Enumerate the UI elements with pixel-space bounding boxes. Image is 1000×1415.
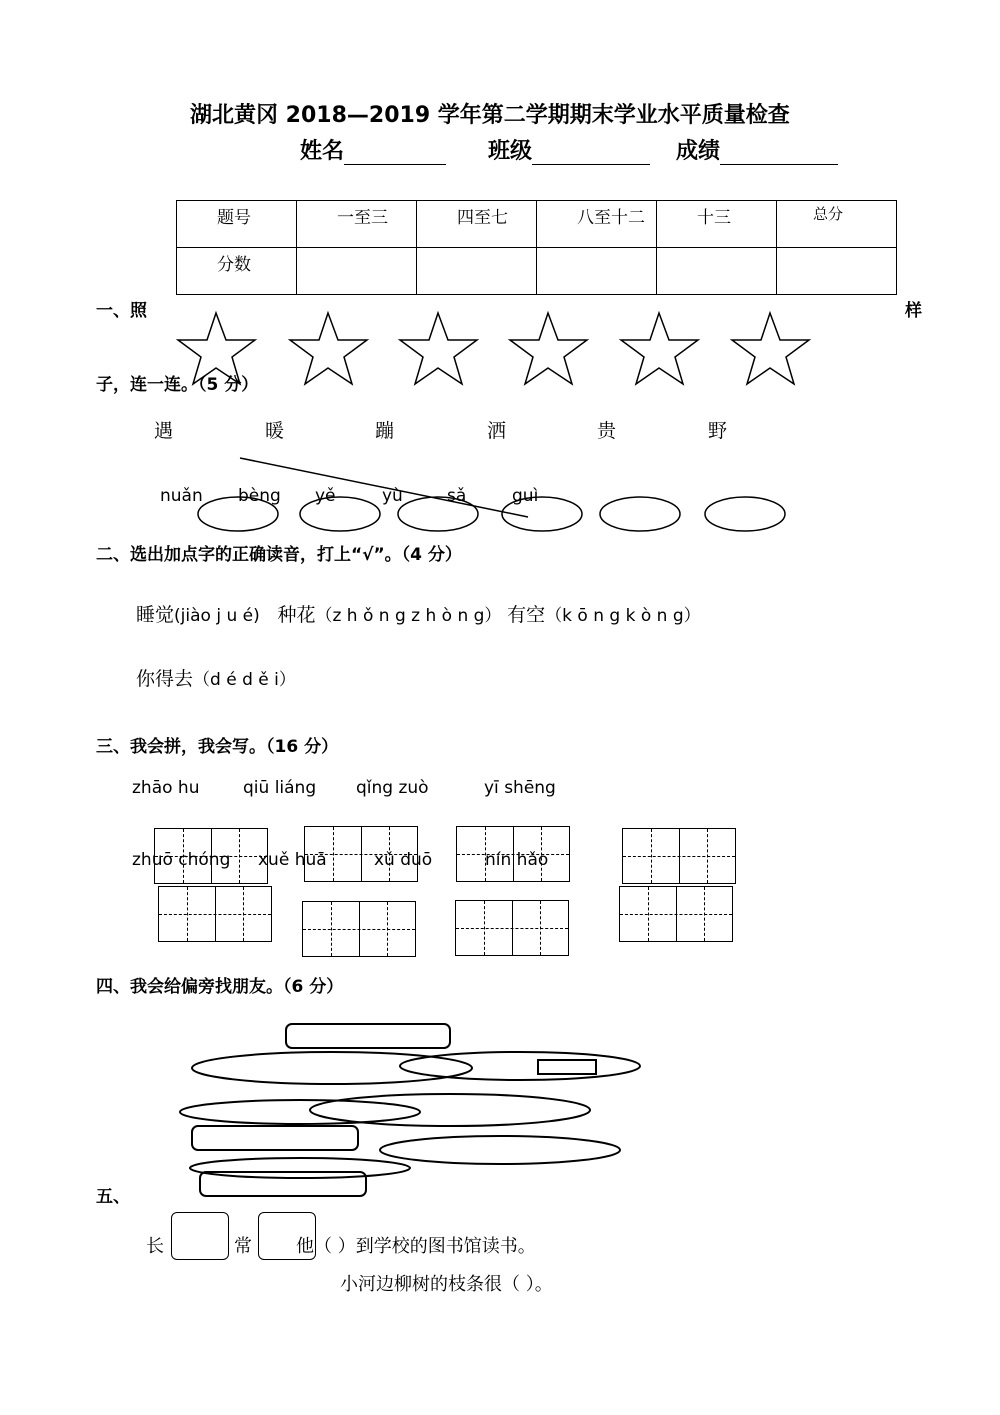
- q2-options[interactable]: （z h ǒ n g z h ò n g）: [315, 606, 502, 626]
- radical-box: [192, 1126, 358, 1150]
- table-cell: 题号: [177, 201, 297, 248]
- q2-heading: 二、选出加点字的正确读音，打上“√”。（4 分）: [96, 545, 462, 565]
- q2-options[interactable]: （d é d ě i）: [193, 670, 296, 690]
- q5-sentence: 小河边柳树的枝条很（ ）。: [340, 1274, 553, 1295]
- q3-pinyin: zhuō chóng: [132, 850, 231, 870]
- q1-heading-prefix: 一、照: [96, 301, 147, 321]
- star-icon: [732, 313, 809, 384]
- q5-char: 长: [146, 1236, 164, 1257]
- score-label: 成绩: [676, 139, 721, 164]
- table-cell: 一至三: [297, 201, 417, 248]
- q1-char: 暖: [265, 420, 285, 442]
- q1-char: 贵: [597, 420, 617, 442]
- q3-pinyin: qǐng zuò: [356, 778, 429, 798]
- class-label: 班级: [488, 139, 533, 164]
- q1-char: 蹦: [375, 420, 395, 442]
- q3-pinyin: yī shēng: [484, 778, 556, 798]
- q2-word: 睡觉: [136, 604, 175, 626]
- radical-box: [286, 1024, 450, 1048]
- radical-box: [538, 1060, 596, 1074]
- writing-grid[interactable]: [622, 828, 736, 884]
- q3-heading: 三、我会拼，我会写。（16 分）: [96, 737, 339, 757]
- writing-grid[interactable]: [158, 886, 272, 942]
- answer-oval: [380, 1136, 620, 1164]
- q1-pinyin: yě: [315, 486, 336, 506]
- table-cell: 总分: [777, 201, 897, 248]
- answer-oval: [705, 497, 785, 531]
- answer-oval: [600, 497, 680, 531]
- q1-heading-line2: 子，连一连。（5 分）: [96, 375, 259, 395]
- answer-oval: [400, 1052, 640, 1080]
- table-cell: 八至十二: [537, 201, 657, 248]
- q3-pinyin: zhāo hu: [132, 778, 200, 798]
- q1-pinyin: bèng: [238, 486, 281, 506]
- writing-grid[interactable]: [455, 900, 569, 956]
- q4-heading: 四、我会给偏旁找朋友。（6 分）: [96, 977, 344, 997]
- star-icon: [400, 313, 477, 384]
- answer-oval: [310, 1094, 590, 1126]
- q1-pinyin: nuǎn: [160, 486, 203, 506]
- name-label: 姓名: [300, 139, 345, 164]
- q1-drawing: [0, 0, 1000, 560]
- q5-heading: 五、: [96, 1187, 130, 1207]
- table-cell: 十三: [657, 201, 777, 248]
- q1-pinyin: sǎ: [447, 486, 467, 506]
- q3-pinyin: xǔ duō: [374, 850, 433, 870]
- star-icon: [178, 313, 255, 384]
- answer-box[interactable]: [171, 1212, 229, 1260]
- q1-char: 洒: [487, 420, 507, 442]
- writing-grid[interactable]: [619, 886, 733, 942]
- q2-options[interactable]: （k ō n g k ò n g）: [545, 606, 701, 626]
- q1-heading-trail: 样: [905, 301, 922, 321]
- writing-grid[interactable]: [302, 901, 416, 957]
- q3-pinyin: qiū liáng: [243, 778, 317, 798]
- q5-char: 常: [234, 1236, 252, 1257]
- table-cell: 四至七: [417, 201, 537, 248]
- q2-line2: [136, 664, 296, 691]
- answer-oval: [192, 1052, 472, 1084]
- q2-word: 你得去: [136, 668, 194, 690]
- page-title: 湖北黄冈 2018—2019 学年第二学期期末学业水平质量检查: [190, 103, 790, 128]
- q3-pinyin: nín hǎo: [485, 850, 549, 870]
- star-icon: [510, 313, 587, 384]
- q2-line1: [136, 600, 701, 627]
- q1-char: 遇: [154, 420, 174, 442]
- q2-word: 种花: [277, 604, 316, 626]
- q2-word: 有空: [507, 604, 546, 626]
- q1-pinyin: guì: [512, 486, 539, 506]
- star-icon: [290, 313, 367, 384]
- q1-pinyin: yù: [382, 486, 403, 506]
- radical-box: [200, 1172, 366, 1196]
- answer-oval: [180, 1100, 420, 1124]
- answer-oval: [190, 1158, 410, 1178]
- star-icon: [621, 313, 698, 384]
- table-cell: 分数: [177, 248, 297, 295]
- answer-oval: [300, 497, 380, 531]
- q5-sentence: 他（ ）到学校的图书馆读书。: [296, 1236, 536, 1257]
- q2-options[interactable]: (jiào j u é): [174, 606, 260, 626]
- q3-pinyin: xuě huā: [258, 850, 327, 870]
- q1-char: 野: [708, 420, 728, 442]
